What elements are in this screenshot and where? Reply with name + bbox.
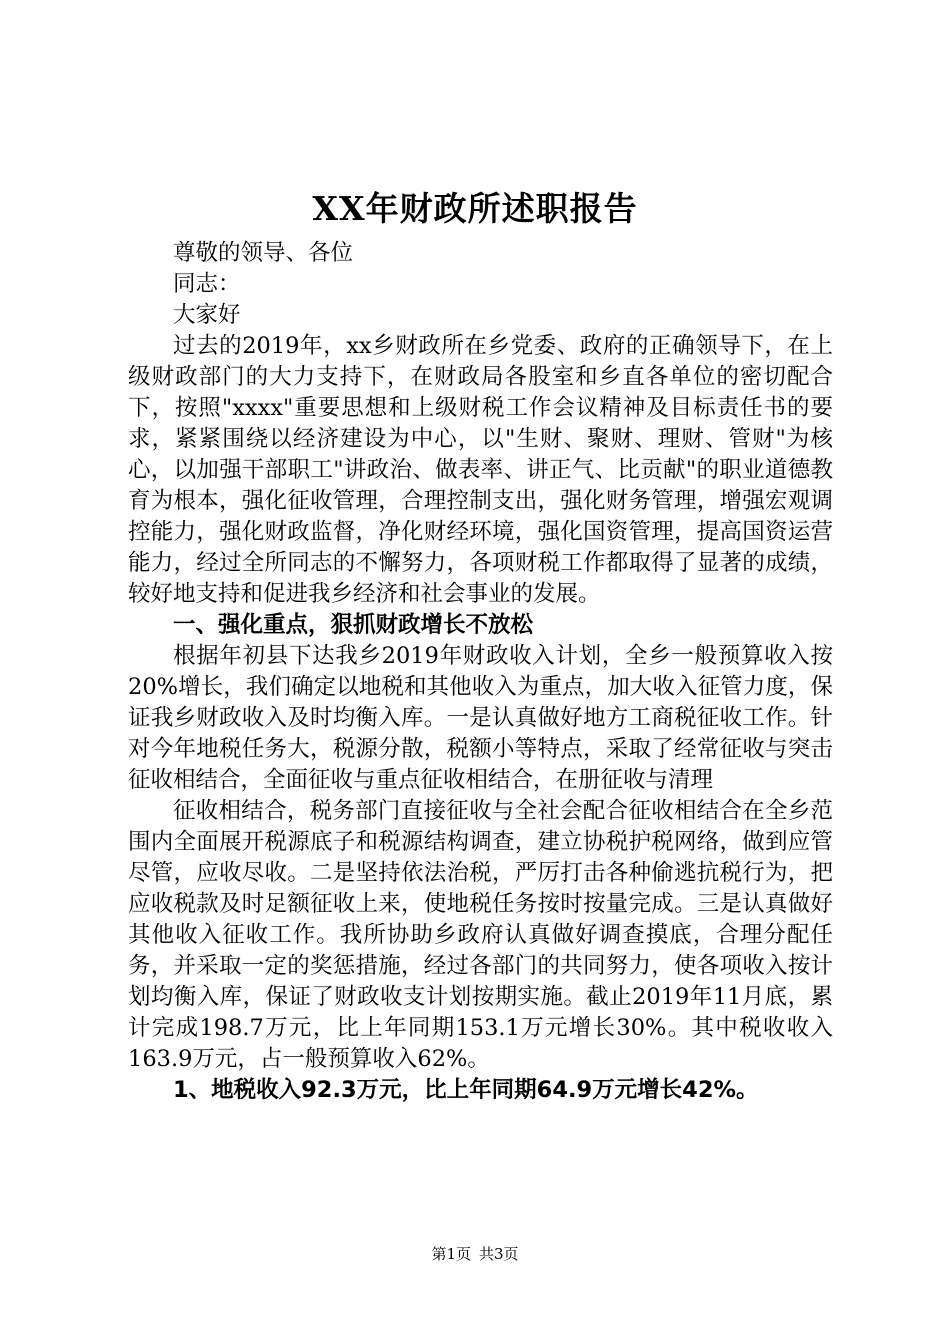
document-title: XX年财政所述职报告 [312,189,638,228]
section-heading: 一、强化重点，狠抓财政增长不放松 [173,612,534,638]
section-paragraph-2: 征收相结合，税务部门直接征收与全社会配合征收相结合在全乡范围内全面展开税源底子和税源结构调查，建立协税护税网络，做到应管尽管，应收尽收。二是坚持依法治税，严厉打击各种偷逃抗税行为，把应收税款及时足额征收上来，使地税任务按时按量完成。三是认真做好其他收入征收工作。我所协助乡政府认真做好调查摸底，合理分配任务，并采取一定的奖惩措施，经过各部门的共同努力，使各项收入按计划均衡入库，保证了财政收支计划按期实施。截止2019年11月底，累计完成198.7万元，比上年同期153.1万元增长30%。其中税收收入163.9万元，占一般预算收入62%。 [128,798,833,1072]
salutation-line-1: 尊敬的领导、各位 [173,240,354,266]
subsection-heading: 1、地税收入92.3万元，比上年同期64.9万元增长42%。 [173,1077,759,1103]
page-number: 第1页 [431,1245,471,1263]
page-total: 共3页 [479,1245,519,1263]
page-footer [0,1244,950,1264]
intro-paragraph: 过去的2019年，xx乡财政所在乡党委、政府的正确领导下，在上级财政部门的大力支持下，在财政局各股室和乡直各单位的密切配合下，按照"xxxx"重要思想和上级财税工作会议精神及目标责任书的要求，紧紧围绕以经济建设为中心，以"生财、聚财、理财、管财"为核心，以加强干部职工"讲政治、做表率、讲正气、比贡献"的职业道德教育为根本，强化征收管理，合理控制支出，强化财务管理，增强宏观调控能力，强化财政监督，净化财经环境，强化国资管理，提高国资运营能力，经过全所同志的不懈努力，各项财税工作都取得了显著的成绩，较好地支持和促进我乡经济和社会事业的发展。 [128,333,833,607]
document-body [128,238,833,1106]
greeting: 大家好 [173,302,241,328]
salutation-line-2: 同志： [173,271,241,297]
section-paragraph-1: 根据年初县下达我乡2019年财政收入计划，全乡一般预算收入按20%增长，我们确定以地税和其他收入为重点，加大收入征管力度，保证我乡财政收入及时均衡入库。一是认真做好地方工商税征收工作。针对今年地税任务大，税源分散，税额小等特点，采取了经常征收与突击征收相结合，全面征收与重点征收相结合，在册征收与清理 [128,643,833,793]
